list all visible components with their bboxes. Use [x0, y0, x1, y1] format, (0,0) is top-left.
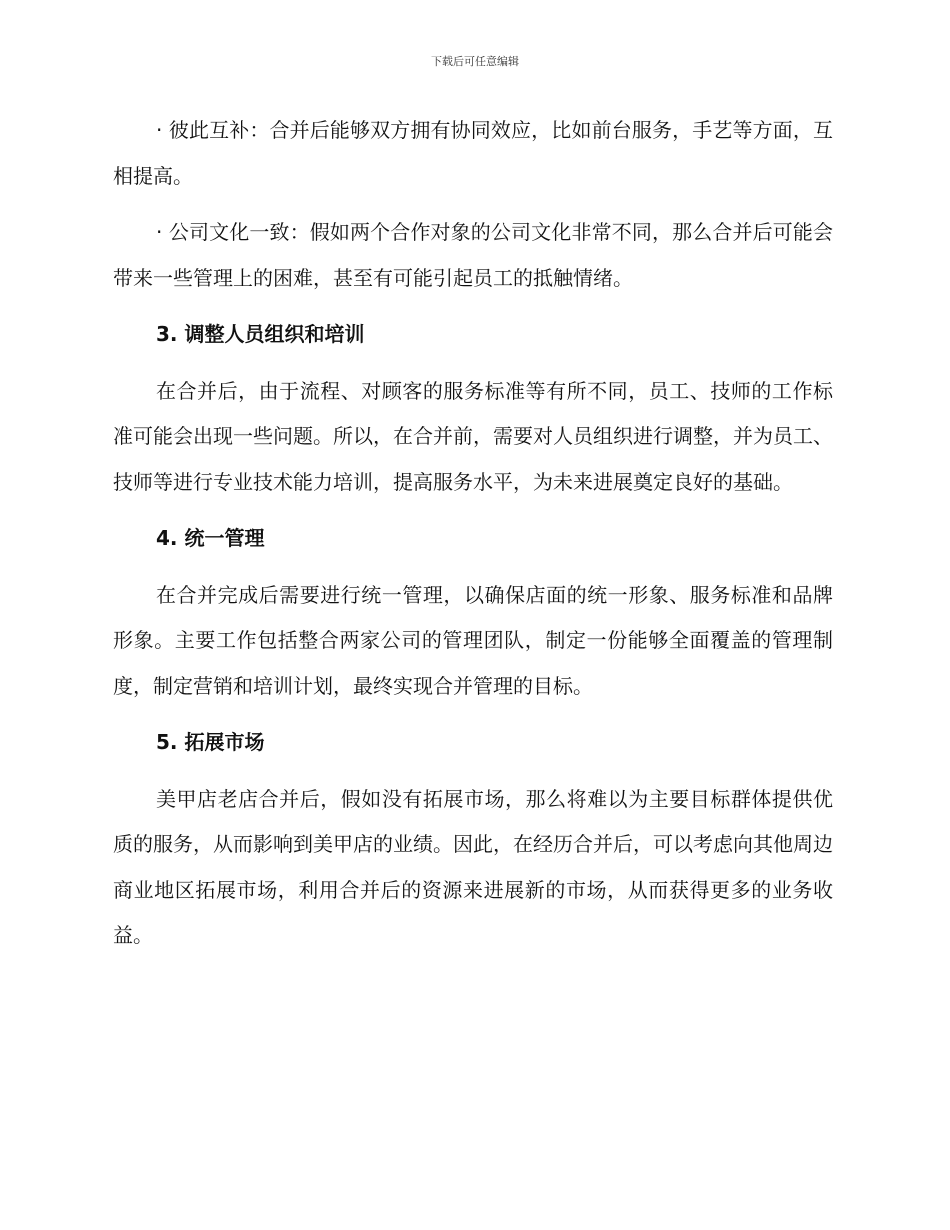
paragraph-culture: · 公司文化一致：假如两个合作对象的公司文化非常不同，那么合并后可能会带来一些管理上的困难，甚至有可能引起员工的抵触情绪。: [113, 220, 833, 290]
paragraph-market-expansion: 美甲店老店合并后，假如没有拓展市场，那么将难以为主要目标群体提供优质的服务，从而影响到美甲店的业绩。因此，在经历合并后，可以考虑向其他周边商业地区拓展市场，利用合并后的资源来进展新的市场，从而获得更多的业务收益。: [113, 786, 833, 947]
paragraph-unified-management: 在合并完成后需要进行统一管理，以确保店面的统一形象、服务标准和品牌形象。主要工作包括整合两家公司的管理团队，制定一份能够全面覆盖的管理制度，制定营销和培训计划，最终实现合并管理的目标。: [113, 582, 833, 698]
paragraph-staff-training: 在合并后，由于流程、对顾客的服务标准等有所不同，员工、技师的工作标准可能会出现一些问题。所以，在合并前，需要对人员组织进行调整，并为员工、技师等进行专业技术能力培训，提高服务水平，为未来进展奠定良好的基础。: [113, 378, 833, 494]
section-heading-5: 5. 拓展市场: [156, 730, 265, 754]
document-body: [113, 108, 833, 970]
section-heading-4: 4. 统一管理: [156, 526, 265, 550]
paragraph-complementary: · 彼此互补：合并后能够双方拥有协同效应，比如前台服务，手艺等方面，互相提高。: [113, 118, 833, 188]
section-heading-3: 3. 调整人员组织和培训: [156, 322, 365, 346]
page-header: 下载后可任意编辑: [431, 55, 519, 68]
